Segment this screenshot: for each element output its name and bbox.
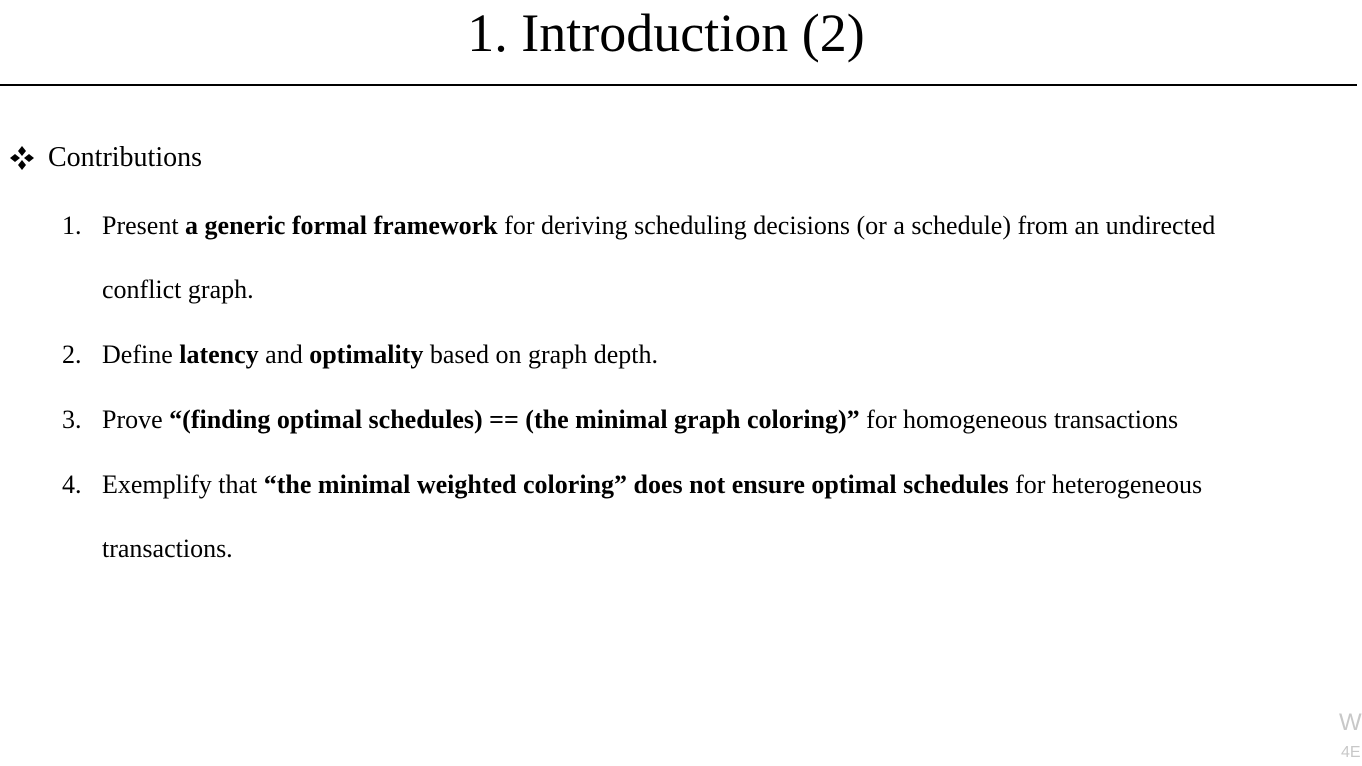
slide-title: 1. Introduction (2) [467,3,865,63]
section-heading: Contributions [48,142,203,173]
item-text [102,388,1277,452]
item-text-bold: “(finding optimal schedules) == (the minimal graph coloring)” [169,405,860,434]
item-text [102,453,1277,581]
title-divider [0,84,1357,86]
item-text-plain: Exemplify that [102,470,264,499]
item-text-plain: and [258,340,310,369]
item-text-plain: for deriving scheduling decisions (or a schedule) from an undirected conflict graph. [102,211,1216,304]
item-text-plain: Define [102,340,180,369]
item-text-bold: “the minimal weighted coloring” does not ensure optimal schedules [263,470,1009,499]
item-text-bold: a generic formal framework [185,211,498,240]
item-text-bold: latency [179,340,259,369]
item-number: 1. [62,211,82,240]
item-number: 2. [62,340,82,369]
item-text-plain: for homogeneous transactions [859,405,1179,434]
contribution-item-4 [62,453,1277,581]
section-contributions [8,140,202,176]
item-text-plain: based on graph depth. [423,340,658,369]
contribution-item-1 [62,194,1277,322]
contribution-item-3 [62,388,1277,452]
item-text-plain: Present [102,211,186,240]
page-number: 4E [1341,744,1361,761]
item-number: 3. [62,405,82,434]
item-text-bold: optimality [309,340,424,369]
item-text-plain: for heterogeneous transactions. [102,470,1203,563]
footer-watermark: W [1339,709,1362,736]
item-number: 4. [62,470,82,499]
item-text [102,323,1277,387]
contribution-item-2 [62,323,1277,387]
item-text-plain: Prove [102,405,170,434]
four-diamond-bullet-icon [8,144,36,172]
item-text [102,194,1277,322]
